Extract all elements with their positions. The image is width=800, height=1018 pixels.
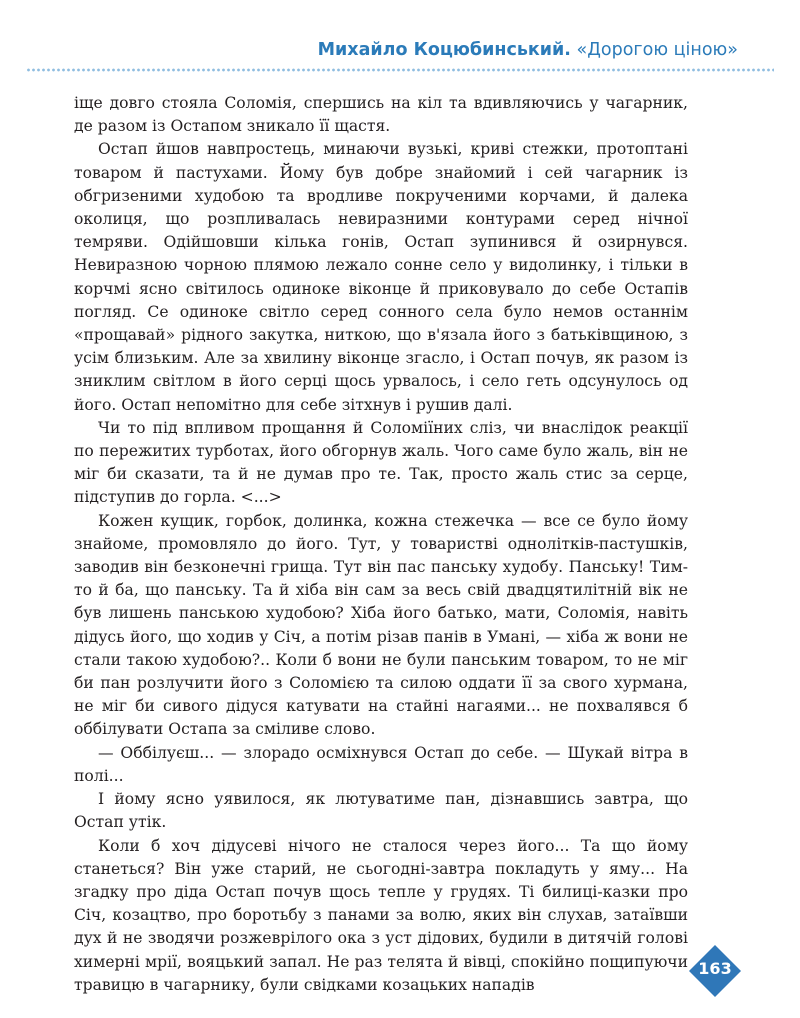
paragraph: — Оббілуєш... — злорадо осміхнувся Остап до себе. — Шукай вітра в полі...: [74, 743, 688, 785]
paragraph: Остап йшов навпростець, минаючи вузькі, криві стежки, протоптані товаром й пастухами. Йому був добре знайомий і сей чагарник із обгризеними худобою та вродливе покрученими корчами, й далека околиця, що розпливалась невиразними контурами серед нічної темряви. Одійшовши кілька гонів, Остап зупинився й озирнувся. Невиразною чорною плямою лежало сонне село у видолинку, і тільки в корчмі ясно світилось одиноке віконце й приковувало до себе Остапів погляд. Се одиноке світло серед сонного села було немов останнім «прощавай» рідного закутка, ниткою, що в'язала його з батьківщиною, з усім близьким. Але за хвилину віконце згасло, і Остап почув, як разом із зниклим світлом в його серці щось урвалось, і село геть одсунулось од його. Остап непомітно для себе зітхнув і рушив далі.: [74, 140, 688, 414]
paragraph: іще довго стояла Соломія, спершись на кіл та вдивляючись у чагарник, де разом із Остапом зникало її щастя.: [74, 94, 688, 136]
page-number-badge: [688, 944, 742, 998]
story-text: [74, 92, 688, 997]
header-title: «Дорогою ціною»: [576, 40, 738, 60]
paragraph: Кожен кущик, горбок, долинка, кожна стежечка — все се було йому знайоме, промовляло до його. Тут, у товаристві однолітків-пастушків, заводив він безконечні грища. Тут він пас панську худобу. Панську! Тим-то й ба, що панську. Та й хіба він сам за весь свій двадцятилітній вік не був лишень панською худобою? Хіба його батько, мати, Соломія, навіть дідусь його, що ходив у Січ, а потім різав панів в Умані, — хіба ж вони не стали такою худобою?.. Коли б вони не були панським товаром, то не міг би пан розлучити його з Соломією та силою оддати її за свого хурмана, не міг би сивого дідуся катувати на стайні нагаями... не похвалявся б оббілувати Остапа за сміливе слово.: [74, 511, 688, 739]
paragraph: Коли б хоч дідусеві нічого не сталося через його... Та що йому станеться? Він уже старий, не сьогодні-завтра покладуть у яму... На згадку про діда Остап почув щось тепле у грудях. Ті билиці-казки про Січ, козацтво, про боротьбу з панами за волю, яких він слухав, затаївши дух й не зводячи розжеврілого ока з уст дідових, будили в дитячій голові химерні мрії, вояцький запал. Не раз телята й вівці, спокійно пощипуючи травицю в чагарнику, були свідками козацьких нападів: [74, 836, 688, 994]
dotted-divider: [26, 68, 774, 72]
header-author: Михайло Коцюбинський.: [317, 40, 571, 60]
paragraph: І йому ясно уявилося, як лютуватиме пан, дізнавшись завтра, що Остап утік.: [74, 790, 688, 832]
running-header: [318, 40, 738, 60]
paragraph: Чи то під впливом прощання й Соломіїних сліз, чи внаслідок реакції по пережитих турботах, його обгорнув жаль. Чого саме було жаль, він не міг би сказати, та й не думав про те. Так, просто жаль стис за серце, підступив до горла. <...>: [74, 418, 688, 507]
page-number: 163: [698, 959, 732, 978]
